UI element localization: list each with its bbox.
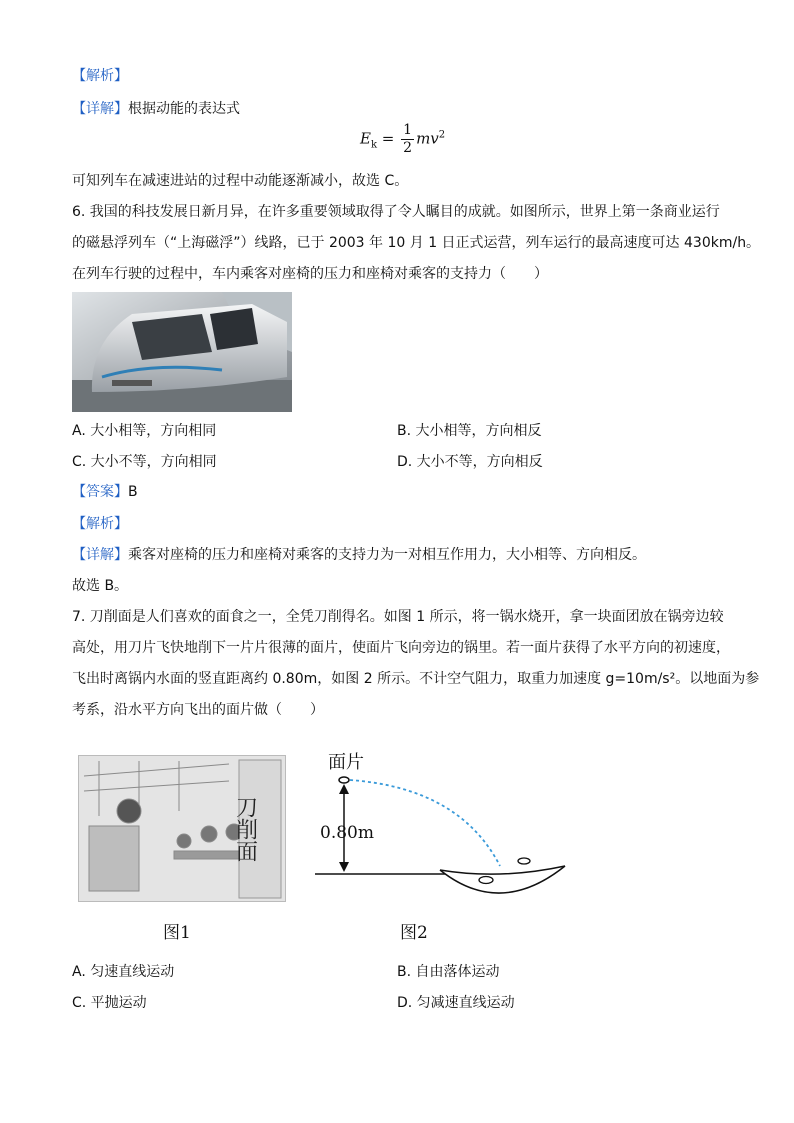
analysis-tag: 【解析】: [72, 68, 128, 84]
detail-tag: 【详解】: [72, 547, 128, 563]
q5-conclusion: 可知列车在减速进站的过程中动能逐渐减小，故选 C。: [72, 173, 409, 189]
q6-answer-line: [72, 482, 138, 502]
q7-stem-line-4: 考系，沿水平方向飞出的面片做（ ）: [72, 702, 324, 718]
q7-stem-line-1: 7. 刀削面是人们喜欢的面食之一，全凭刀削得名。如图 1 所示，将一锅水烧开，拿一块面团放在锅旁边较: [72, 609, 724, 625]
answer-value: B: [128, 484, 138, 500]
q6-stem-line-1: 6. 我国的科技发展日新月异，在许多重要领域取得了令人瞩目的成就。如图所示，世界上第一条商业运行: [72, 204, 720, 220]
detail-text: 乘客对座椅的压力和座椅对乘客的支持力为一对相互作用力，大小相等、方向相反。: [128, 547, 646, 563]
maglev-train-photo: [72, 292, 292, 412]
q6-option-b: B. 大小相等，方向相反: [397, 423, 542, 439]
detail-line: [72, 99, 240, 119]
q7-option-b: B. 自由落体运动: [397, 964, 500, 980]
q7-option-d: D. 匀减速直线运动: [397, 995, 515, 1011]
fig2-noodle-label: 面片: [328, 752, 364, 773]
q6-option-d: D. 大小不等，方向相反: [397, 454, 543, 470]
figure-2-diagram: [310, 748, 590, 898]
q6-analysis-tag: 【解析】: [72, 516, 128, 532]
q7-stem-line-2: 高处，用刀片飞快地削下一片片很薄的面片，使面片飞向旁边的锅里。若一面片获得了水平方向的初速度，: [72, 640, 730, 656]
answer-tag: 【答案】: [72, 484, 128, 500]
q6-detail-line: [72, 545, 646, 565]
q7-option-c: C. 平抛运动: [72, 995, 147, 1011]
kinetic-energy-formula: $E_k$ = $\frac{1}{2}$ $mv^2$: [360, 122, 446, 156]
q6-conclusion: 故选 B。: [72, 578, 129, 594]
detail-text: 根据动能的表达式: [128, 101, 240, 117]
q7-option-a: A. 匀速直线运动: [72, 964, 175, 980]
fig1-title: 刀削面: [232, 796, 258, 862]
noodle-piece: [339, 777, 349, 783]
figure-1-illustration: [78, 755, 286, 902]
figure-2-caption: 图2: [400, 923, 428, 943]
q7-stem-line-3: 飞出时离锅内水面的竖直距离约 0.80m，如图 2 所示。不计空气阻力，取重力加速度 g=10m/s²。以地面为参: [72, 671, 760, 687]
figure-1-caption: 图1: [163, 923, 191, 943]
q6-stem-line-3: 在列车行驶的过程中，车内乘客对座椅的压力和座椅对乘客的支持力（ ）: [72, 266, 548, 282]
q6-stem-line-2: 的磁悬浮列车（“上海磁浮”）线路，已于 2003 年 10 月 1 日正式运营，列车运行的最高速度可达 430km/h。: [72, 235, 761, 251]
q6-option-a: A. 大小相等，方向相同: [72, 423, 217, 439]
q6-option-c: C. 大小不等，方向相同: [72, 454, 217, 470]
detail-tag: 【详解】: [72, 101, 128, 117]
fig2-height-label: 0.80m: [320, 823, 374, 843]
